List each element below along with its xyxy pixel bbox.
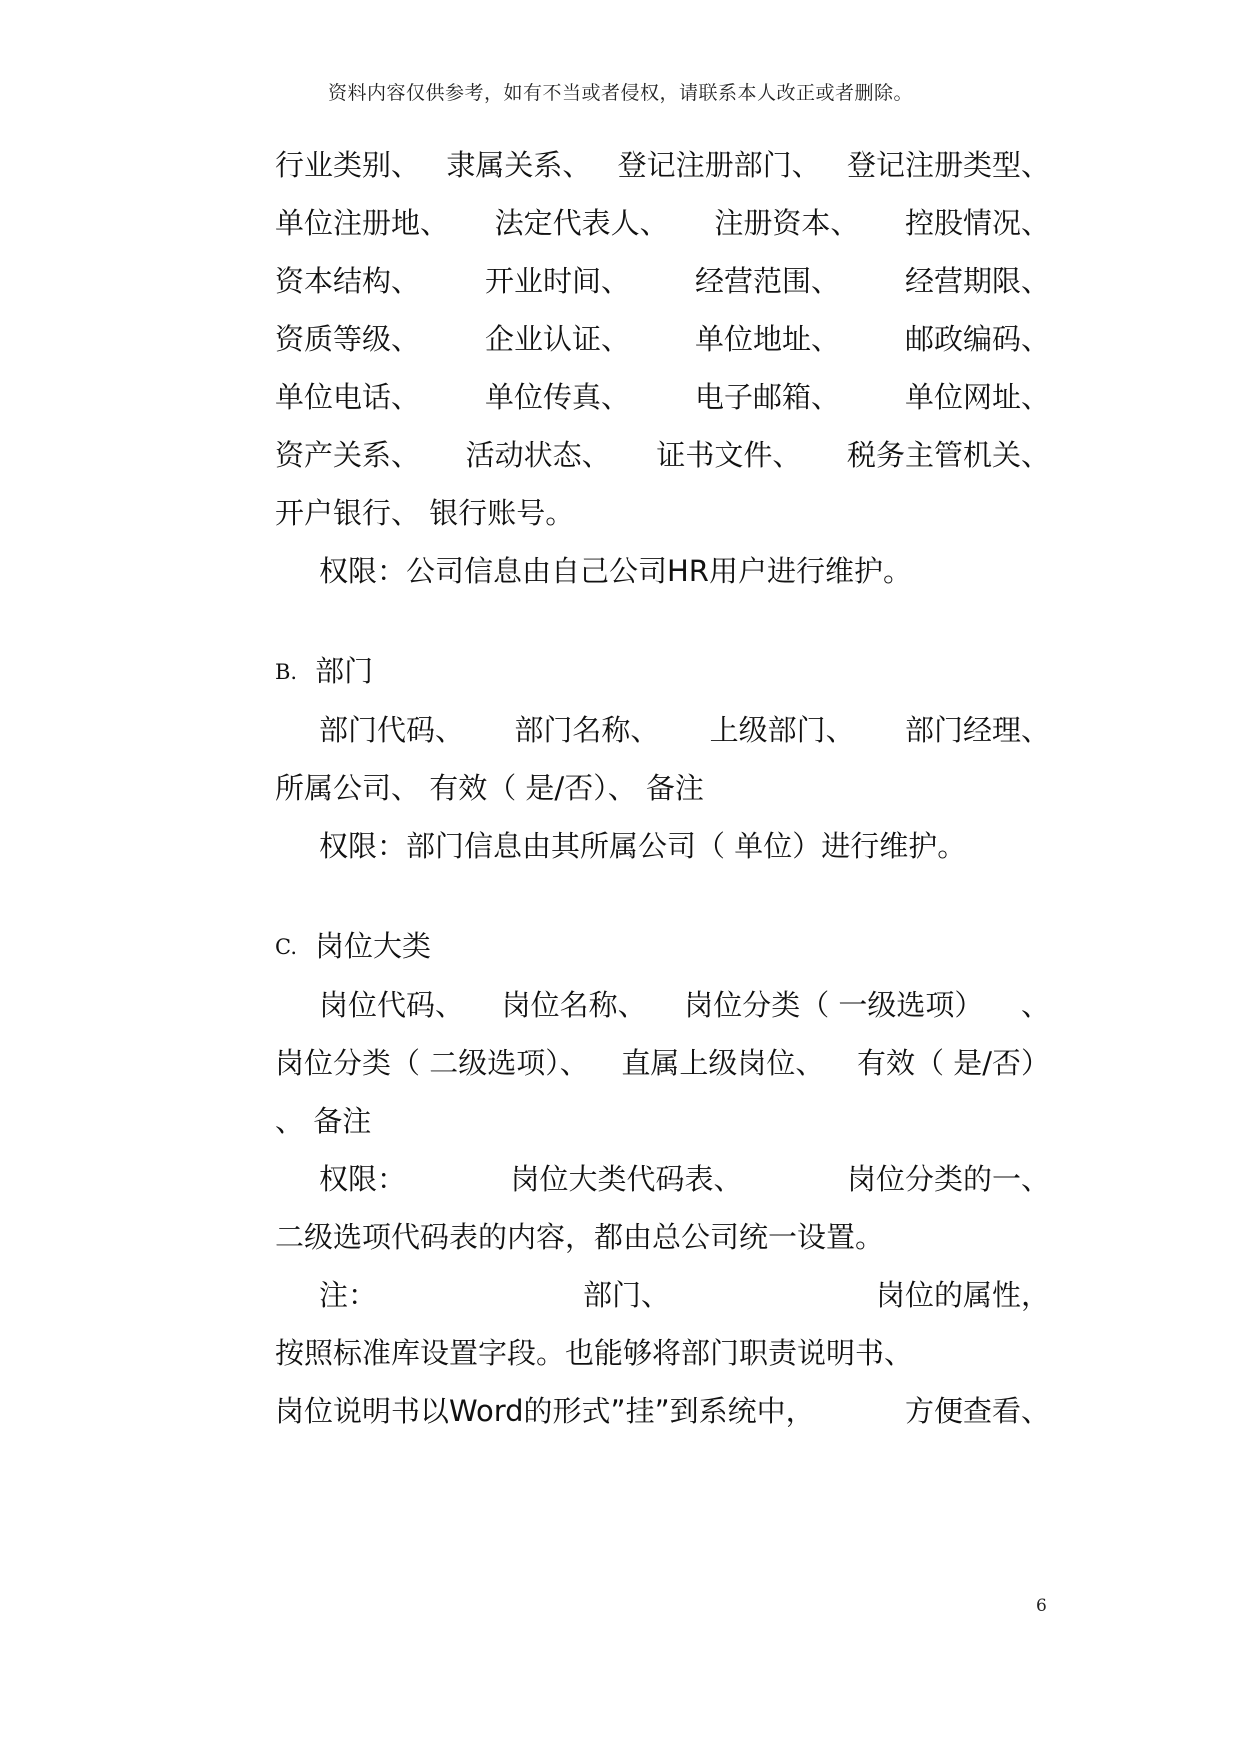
note-text: 岗位说明书以Word的形式”挂”到系统中， — [275, 1394, 815, 1428]
company-fields-row-6 — [275, 431, 1050, 479]
field-item: 有效（ 是/否） — [856, 1046, 1050, 1080]
company-fields-row-4 — [275, 315, 1050, 363]
page-number: 6 — [1036, 1596, 1047, 1616]
section-b-permission: 权限：部门信息由其所属公司（ 单位）进行维护。 — [319, 829, 967, 863]
field-item: 岗位代码、 — [319, 988, 465, 1022]
field-item: 经营期限、 — [904, 264, 1050, 298]
company-fields-row-1 — [275, 141, 1050, 189]
field-item: 法定代表人、 — [494, 206, 669, 240]
permission-text: 权限： — [319, 1162, 407, 1196]
field-item: 资产关系、 — [275, 438, 421, 472]
field-item: 经营范围、 — [694, 264, 840, 298]
field-item: 行业类别、 — [275, 148, 421, 182]
field-item: 上级部门、 — [709, 713, 855, 747]
company-fields-row-3 — [275, 257, 1050, 305]
field-item: 证书文件、 — [656, 438, 802, 472]
field-item: 岗位名称、 — [501, 988, 647, 1022]
field-item: 部门名称、 — [514, 713, 660, 747]
field-item: 、 — [1020, 988, 1050, 1022]
section-c-note-row-2: 按照标准库设置字段。也能够将部门职责说明书、 — [275, 1336, 914, 1370]
document-header-notice: 资料内容仅供参考，如有不当或者侵权，请联系本人改正或者删除。 — [327, 82, 913, 104]
field-item: 活动状态、 — [465, 438, 611, 472]
field-item: 邮政编码、 — [904, 322, 1050, 356]
note-text: 部门、 — [582, 1278, 670, 1312]
field-item: 直属上级岗位、 — [621, 1046, 825, 1080]
section-c-fields-row-3: 、 备注 — [275, 1104, 372, 1138]
note-text: 方便查看、 — [904, 1394, 1050, 1428]
field-item: 隶属关系、 — [446, 148, 592, 182]
field-item: 单位传真、 — [484, 380, 630, 414]
company-fields-row-5 — [275, 373, 1050, 421]
section-c-heading — [275, 922, 1050, 970]
field-item: 开业时间、 — [484, 264, 630, 298]
field-item: 资本结构、 — [275, 264, 421, 298]
company-permission: 权限：公司信息由自己公司HR用户进行维护。 — [319, 554, 912, 588]
section-c-note-row-3 — [275, 1387, 1050, 1435]
section-c-note-row-1 — [319, 1271, 1050, 1319]
field-item: 登记注册部门、 — [617, 148, 821, 182]
field-item: 电子邮箱、 — [694, 380, 840, 414]
note-text: 岗位的属性， — [875, 1278, 1050, 1312]
section-c-title: 岗位大类 — [315, 929, 432, 963]
field-item: 注册资本、 — [714, 206, 860, 240]
field-item: 税务主管机关、 — [846, 438, 1050, 472]
section-b-fields-row-1 — [319, 706, 1050, 754]
section-c-fields-row-1 — [319, 981, 1050, 1029]
section-c-permission-row-2: 二级选项代码表的内容，都由总公司统一设置。 — [275, 1220, 885, 1254]
field-item: 控股情况、 — [904, 206, 1050, 240]
section-b-fields-row-2: 所属公司、 有效（ 是/否）、 备注 — [275, 771, 704, 805]
field-item: 单位注册地、 — [275, 206, 450, 240]
section-b-label: B. — [275, 660, 298, 684]
section-b-title: 部门 — [315, 654, 374, 688]
field-item: 登记注册类型、 — [846, 148, 1050, 182]
section-c-label: C. — [275, 935, 297, 959]
section-c-fields-row-2 — [275, 1039, 1050, 1087]
note-text: 注： — [319, 1278, 378, 1312]
field-item: 岗位分类（ 二级选项）、 — [275, 1046, 589, 1080]
field-item: 资质等级、 — [275, 322, 421, 356]
field-item: 单位网址、 — [904, 380, 1050, 414]
section-c-permission-row-1 — [319, 1155, 1050, 1203]
field-item: 部门经理、 — [904, 713, 1050, 747]
field-item: 企业认证、 — [484, 322, 630, 356]
permission-text: 岗位大类代码表、 — [510, 1162, 743, 1196]
field-item: 岗位分类（ 一级选项） — [684, 988, 984, 1022]
permission-text: 岗位分类的一、 — [846, 1162, 1050, 1196]
company-fields-row-2 — [275, 199, 1050, 247]
field-item: 开户银行、 银行账号。 — [275, 496, 575, 530]
field-item: 单位地址、 — [694, 322, 840, 356]
section-b-heading — [275, 647, 1050, 695]
company-fields-row-7 — [275, 489, 1050, 537]
field-item: 部门代码、 — [319, 713, 465, 747]
field-item: 单位电话、 — [275, 380, 421, 414]
